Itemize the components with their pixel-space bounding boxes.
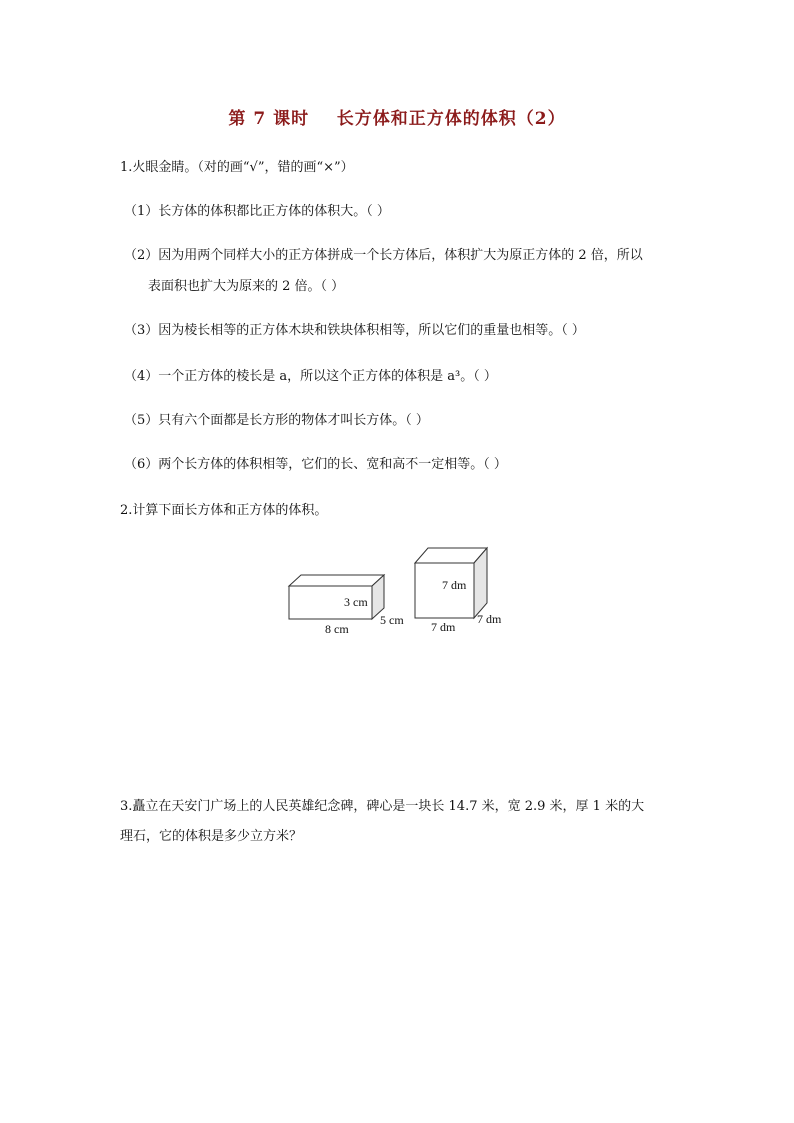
question-1-item-1: （1）长方体的体积都比正方体的体积大。（ ） <box>124 204 390 219</box>
question-1-item-4: （4）一个正方体的棱长是 a，所以这个正方体的体积是 a³。（ ） <box>124 369 497 384</box>
question-1-item-2: （2）因为用两个同样大小的正方体拼成一个长方体后，体积扩大为原正方体的 2 倍，所以 <box>124 248 643 263</box>
cube-length-label: 7 dm <box>431 620 456 634</box>
page-title: 第 7 课时 长方体和正方体的体积（2） <box>228 109 566 129</box>
question-1-item-6: （6）两个长方体的体积相等，它们的长、宽和高不一定相等。（ ） <box>124 457 507 472</box>
cube-width-label: 7 dm <box>477 612 502 626</box>
question-2-heading: 2.计算下面长方体和正方体的体积。 <box>120 503 328 518</box>
question-1-item-2-continued: 表面积也扩大为原来的 2 倍。（ ） <box>148 279 345 294</box>
question-3-line-1: 3.矗立在天安门广场上的人民英雄纪念碑，碑心是一块长 14.7 米，宽 2.9 米，厚 1 米的大 <box>120 799 645 814</box>
solids-figure <box>280 540 520 640</box>
question-1-item-3: （3）因为棱长相等的正方体木块和铁块体积相等，所以它们的重量也相等。（ ） <box>124 323 585 338</box>
question-3-line-2: 理石，它的体积是多少立方米？ <box>120 829 303 844</box>
cuboid-width-label: 5 cm <box>380 613 404 627</box>
cuboid-height-label: 3 cm <box>344 595 368 609</box>
cube-height-label: 7 dm <box>442 578 467 592</box>
solids-diagram <box>280 540 520 640</box>
question-1-heading: 1.火眼金睛。（对的画“√”，错的画“×”） <box>120 160 354 175</box>
cuboid-length-label: 8 cm <box>325 622 349 636</box>
cuboid-top-face <box>289 575 384 586</box>
cuboid-shape <box>289 575 384 619</box>
question-1-item-5: （5）只有六个面都是长方形的物体才叫长方体。（ ） <box>124 413 429 428</box>
